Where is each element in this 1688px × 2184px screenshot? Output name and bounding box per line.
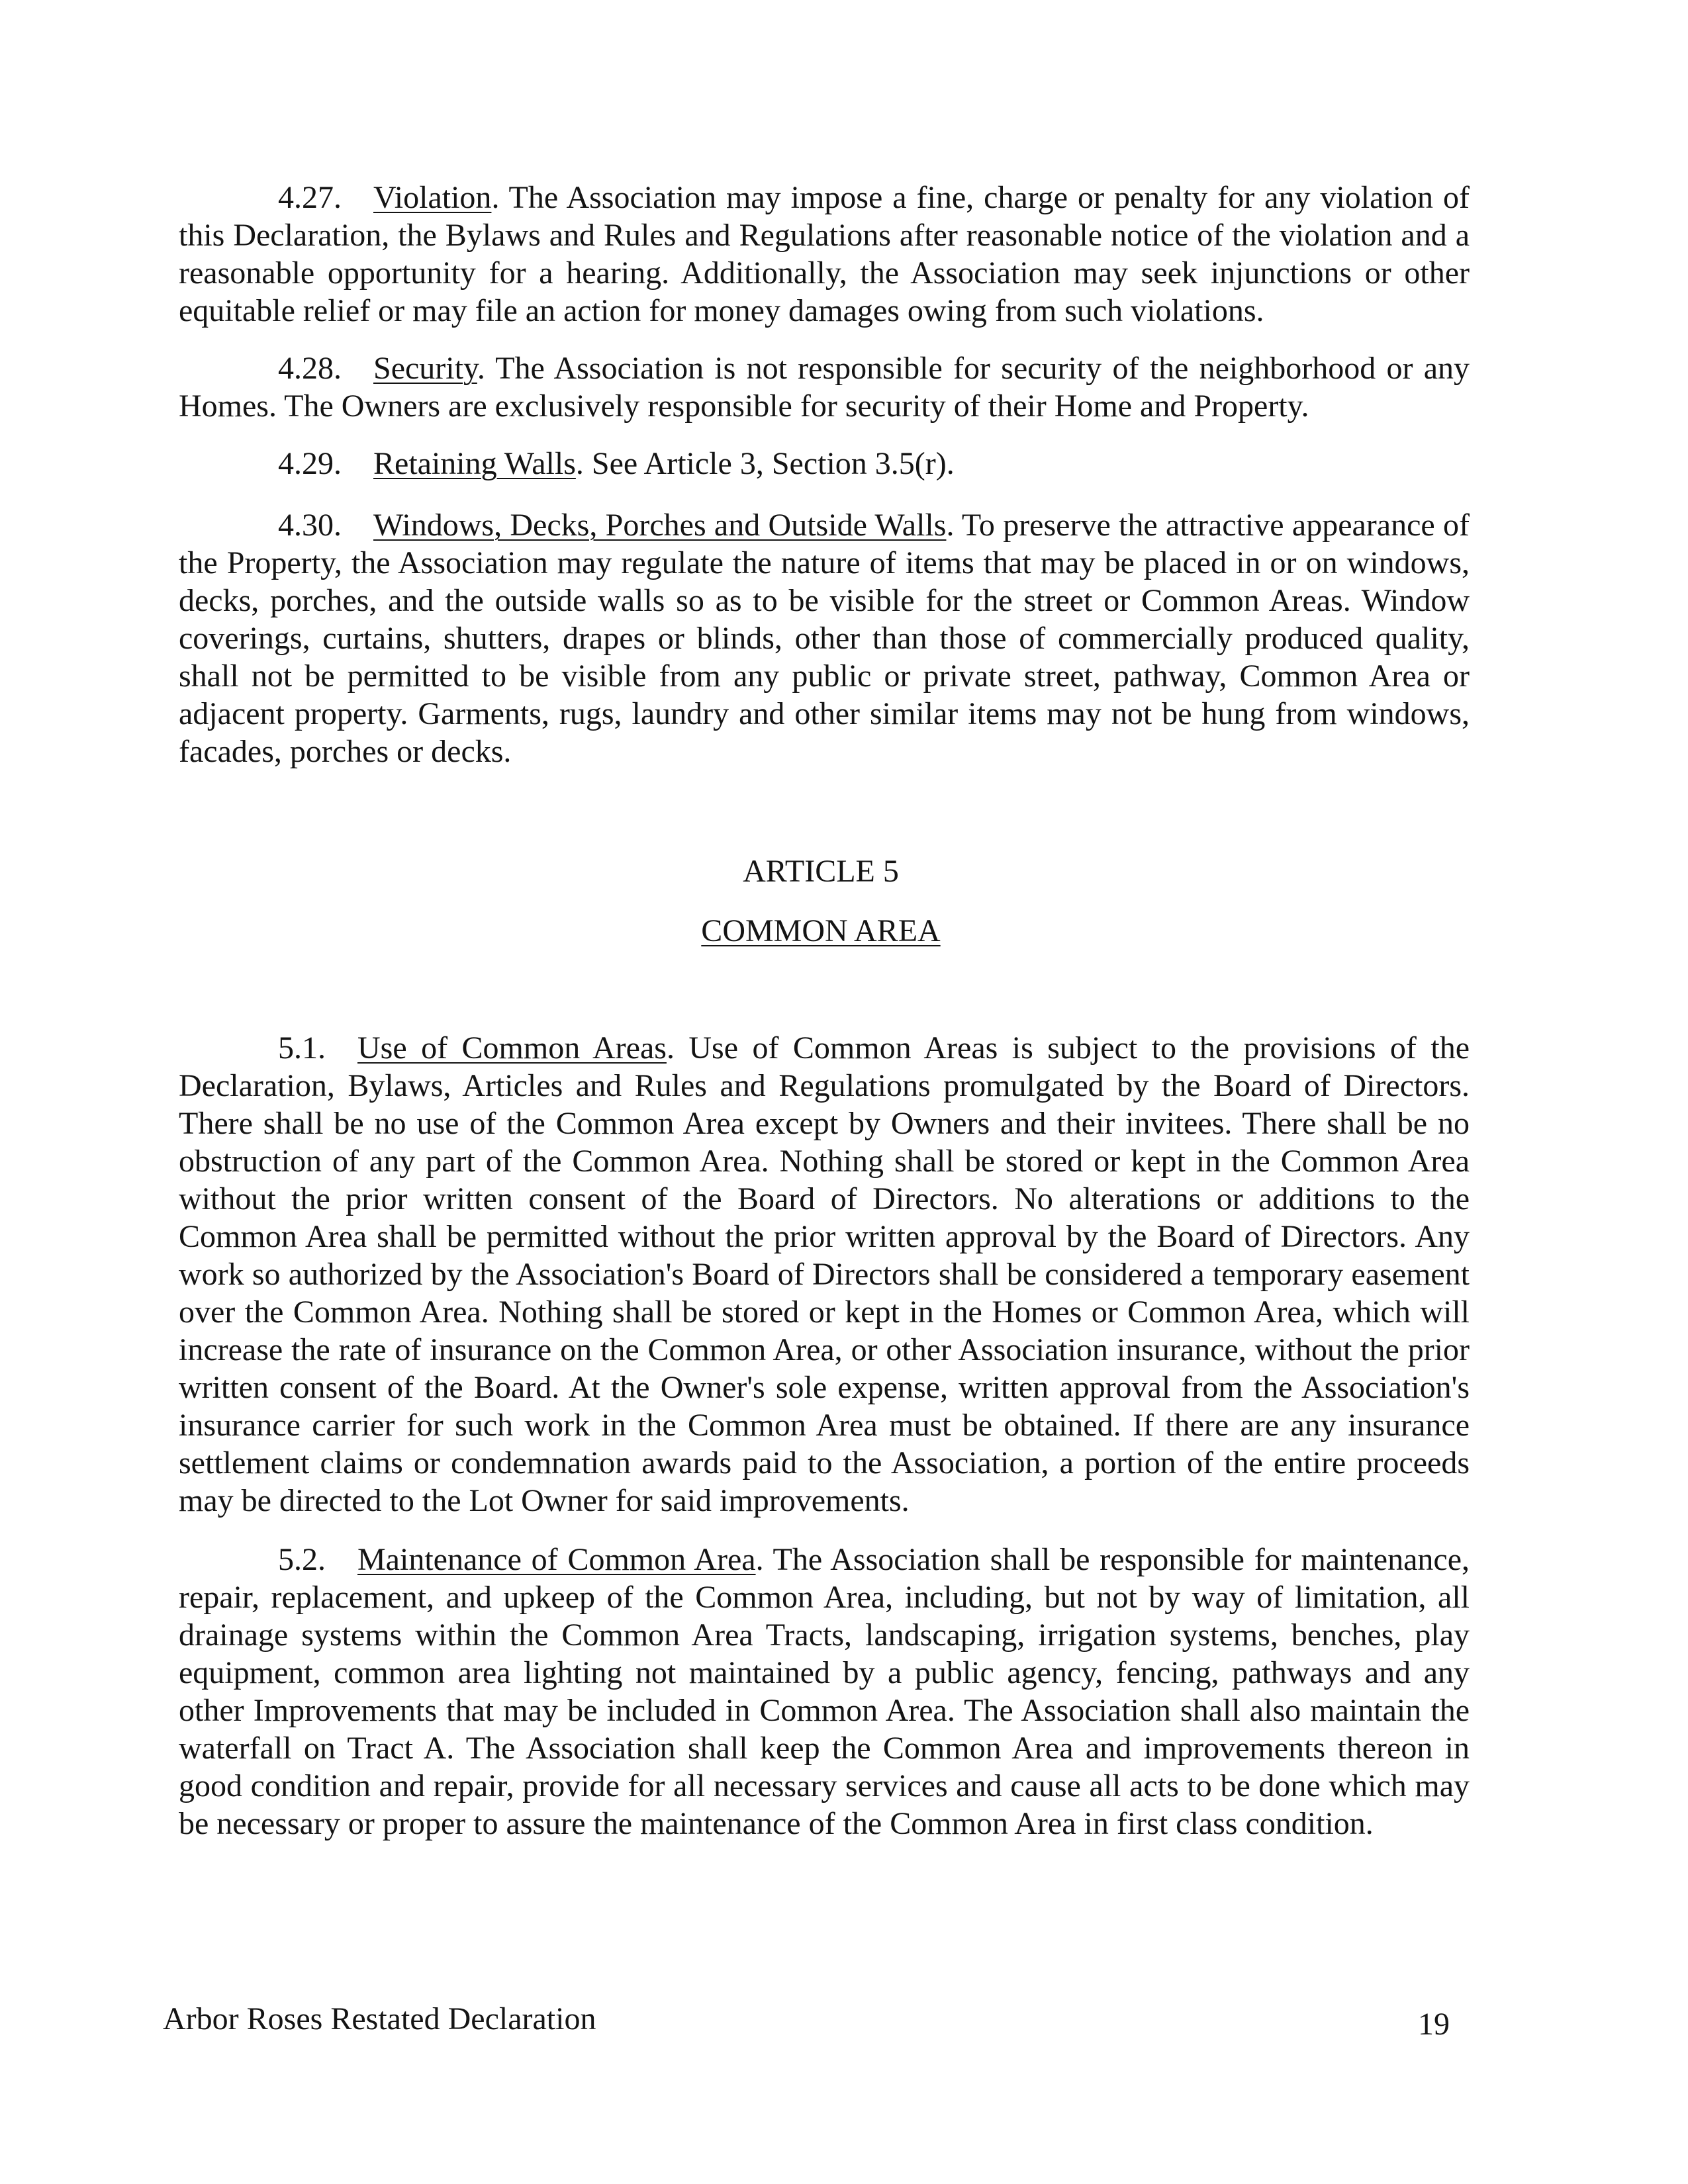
section-4-28 [179,349,1470,425]
section-4-27 [179,179,1470,330]
section-heading: Maintenance of Common Area [357,1542,756,1577]
section-body: . See Article 3, Section 3.5(r). [575,446,955,481]
section-number: 4.29. [278,446,342,481]
section-heading: Windows, Decks, Porches and Outside Walls [373,508,947,543]
section-body: . To preserve the attractive appearance of the Property, the Association may regulate the nature of items that may be placed in or on windows, decks, porches, and the outside walls so as to be visible for the street or Common Areas. Window coverings, curtains, shutters, drapes or blinds, other than those of commercially produced quality, shall not be permitted to be visible from any public or private street, pathway, Common Area or adjacent property. Garments, rugs, laundry and other similar items may not be hung from windows, facades, porches or decks. [179,508,1470,769]
section-4-30 [179,506,1470,770]
section-body: . Use of Common Areas is subject to the provisions of the Declaration, Bylaws, Articles and Rules and Regulations promulgated by the Board of Directors. There shall be no use of the Common Area except by Owners and their invitees. There shall be no obstruction of any part of the Common Area. Nothing shall be stored or kept in the Common Area without the prior written consent of the Board of Directors. No alterations or additions to the Common Area shall be permitted without the prior written approval by the Board of Directors. Any work so authorized by the Association's Board of Directors shall be considered a temporary easement over the Common Area. Nothing shall be stored or kept in the Homes or Common Area, which will increase the rate of insurance on the Common Area, or other Association insurance, without the prior written consent of the Board. At the Owner's sole expense, written approval from the Association's insurance carrier for such work in the Common Area must be obtained. If there are any insurance settlement claims or condemnation awards paid to the Association, a portion of the entire proceeds may be directed to the Lot Owner for said improvements. [179,1030,1470,1518]
section-4-29 [179,445,1470,482]
section-heading: Security [373,351,477,386]
section-5-2 [179,1541,1470,1843]
footer-page-number: 19 [1418,2007,1450,2042]
section-heading: Use of Common Areas [357,1030,667,1066]
section-number: 5.1. [278,1030,326,1066]
section-number: 5.2. [278,1542,326,1577]
article-label: ARTICLE 5 [743,854,899,889]
article-title-text: COMMON AREA [701,913,941,948]
section-5-1 [179,1029,1470,1520]
section-number: 4.28. [278,351,342,386]
section-number: 4.27. [278,180,342,215]
section-body: . The Association shall be responsible for maintenance, repair, replacement, and upkeep of the Common Area, including, but not by way of limitation, all drainage systems within the Common Area Tracts, landscaping, irrigation systems, benches, play equipment, common area lighting not maintained by a public agency, fencing, pathways and any other Improvements that may be included in Common Area. The Association shall also maintain the waterfall on Tract A. The Association shall keep the Common Area and improvements thereon in good condition and repair, provide for all necessary services and cause all acts to be done which may be necessary or proper to assure the maintenance of the Common Area in first class condition. [179,1542,1470,1841]
section-body: . The Association may impose a fine, charge or penalty for any violation of this Declaration, the Bylaws and Rules and Regulations after reasonable notice of the violation and a reasonable opportunity for a hearing. Additionally, the Association may seek injunctions or other equitable relief or may file an action for money damages owing from such violations. [179,180,1470,328]
section-heading: Retaining Walls [373,446,576,481]
section-body: . The Association is not responsible for security of the neighborhood or any Homes. The Owners are exclusively responsible for security of their Home and Property. [179,351,1470,424]
article-title [0,912,1642,950]
footer-document-title: Arbor Roses Restated Declaration [163,2001,596,2036]
section-number: 4.30. [278,508,342,543]
section-heading: Violation [373,180,492,215]
